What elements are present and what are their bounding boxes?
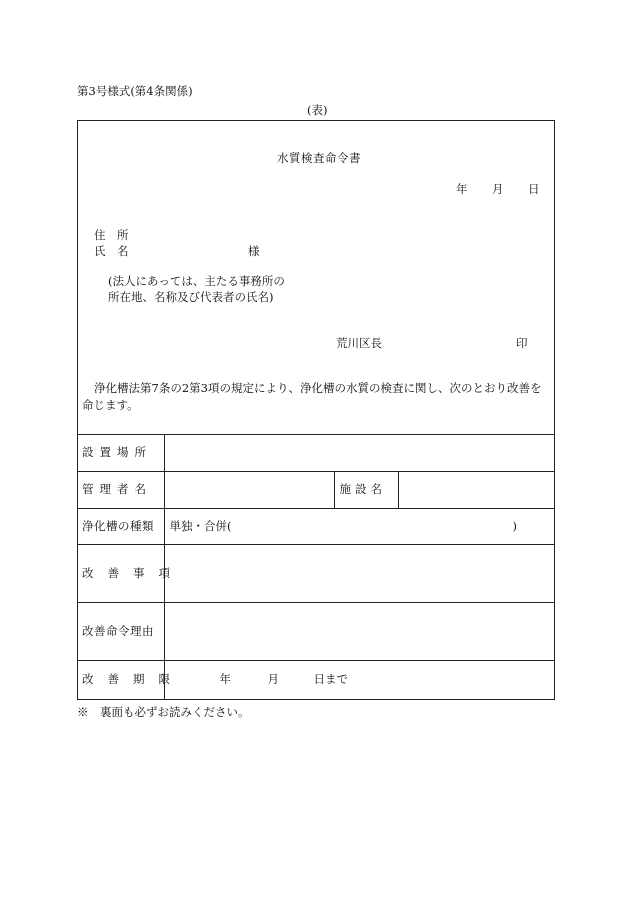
page-title: 水質検査命令書	[277, 151, 361, 165]
footer-notice: ※ 裏面も必ずお読みください。	[77, 705, 250, 719]
tank-type-close: )	[512, 518, 518, 533]
reason-value	[164, 603, 555, 661]
tank-type-value: 単独・合併(	[169, 518, 232, 533]
improvement-label: 改善事項	[77, 545, 164, 603]
tank-type-label: 浄化槽の種類	[77, 509, 164, 545]
deadline-month: 月	[267, 672, 279, 687]
table-row-manager	[77, 472, 555, 509]
facility-label: 施設名	[334, 472, 398, 509]
date-month: 月	[492, 182, 504, 196]
deadline-day: 日まで	[313, 672, 348, 687]
date-year: 年	[456, 182, 468, 196]
table-row-location	[77, 435, 555, 472]
table-row-improvement	[77, 545, 555, 603]
manager-label: 管理者名	[77, 472, 164, 509]
deadline-value	[164, 661, 555, 700]
detail-table	[77, 434, 555, 700]
facility-value	[398, 472, 555, 509]
date-day: 日	[528, 182, 540, 196]
corporate-note-line-1: (法人にあっては、主たる事務所の	[108, 274, 285, 288]
deadline-year: 年	[219, 672, 231, 687]
seal-mark: 印	[516, 336, 528, 350]
date-line	[456, 182, 540, 198]
body-text: 浄化槽法第7条の2第3項の規定により、浄化槽の水質の検査に関し、次のとおり改善を命じます。	[82, 381, 542, 412]
location-value	[164, 435, 555, 472]
deadline-label: 改善期限	[77, 661, 164, 700]
improvement-value	[164, 545, 555, 603]
address-label: 住 所	[94, 228, 129, 242]
form-number: 第3号様式(第4条関係)	[77, 84, 193, 98]
reason-label: 改善命令理由	[77, 603, 164, 661]
table-row-deadline	[77, 661, 555, 700]
tank-type-cell	[164, 509, 555, 545]
location-label: 設置場所	[77, 435, 164, 472]
side-label: (表)	[307, 103, 328, 117]
manager-value	[164, 472, 334, 509]
honorific: 様	[248, 244, 260, 258]
table-row-reason	[77, 603, 555, 661]
name-label: 氏 名	[94, 244, 129, 258]
corporate-note-line-2: 所在地、名称及び代表者の氏名)	[108, 290, 274, 304]
table-row-tank-type	[77, 509, 555, 545]
issuer-name: 荒川区長	[336, 336, 382, 350]
